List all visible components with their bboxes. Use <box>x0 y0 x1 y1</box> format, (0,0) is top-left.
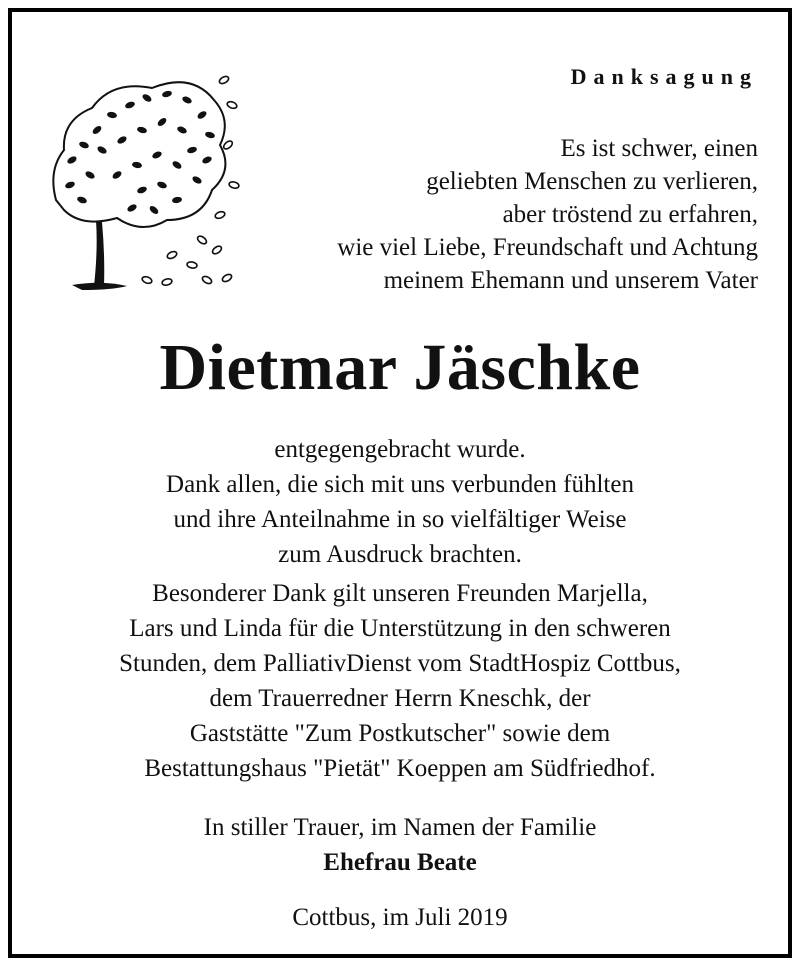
intro-line: aber tröstend zu erfahren, <box>502 201 758 228</box>
special-thanks-line: Bestattungshaus "Pietät" Koeppen am Südfriedhof. <box>144 755 656 782</box>
special-thanks-line: Gaststätte "Zum Postkutscher" sowie dem <box>189 720 611 747</box>
thanks-line: Dank allen, die sich mit uns verbunden fühlten <box>166 471 634 498</box>
special-thanks-line: Stunden, dem PalliativDienst vom StadtHospiz Cottbus, <box>119 650 681 677</box>
thanks-text <box>12 432 788 572</box>
signature-name: Ehefrau Beate <box>323 849 477 876</box>
obituary-card <box>8 8 792 958</box>
heading: Danksagung <box>570 64 758 89</box>
special-thanks-text <box>12 576 788 786</box>
intro-text <box>198 132 758 297</box>
signature-line: In stiller Trauer, im Namen der Familie <box>203 814 597 841</box>
deceased-name: Dietmar Jäschke <box>159 331 641 404</box>
place-date: Cottbus, im Juli 2019 <box>292 904 508 931</box>
intro-line: meinem Ehemann und unserem Vater <box>383 267 758 294</box>
special-thanks-line: Lars und Linda für die Unterstützung in den schweren <box>129 615 671 642</box>
special-thanks-line: Besonderer Dank gilt unseren Freunden Marjella, <box>152 580 648 607</box>
thanks-line: zum Ausdruck brachten. <box>278 541 522 568</box>
special-thanks-line: dem Trauerredner Herrn Kneschk, der <box>209 685 591 712</box>
thanks-line: und ihre Anteilnahme in so vielfältiger Weise <box>173 506 627 533</box>
thanks-line: entgegengebracht wurde. <box>274 436 526 463</box>
intro-line: Es ist schwer, einen <box>560 135 758 162</box>
signature-block <box>12 810 788 880</box>
intro-line: geliebten Menschen zu verlieren, <box>426 168 758 195</box>
intro-line: wie viel Liebe, Freundschaft und Achtung <box>337 234 758 261</box>
